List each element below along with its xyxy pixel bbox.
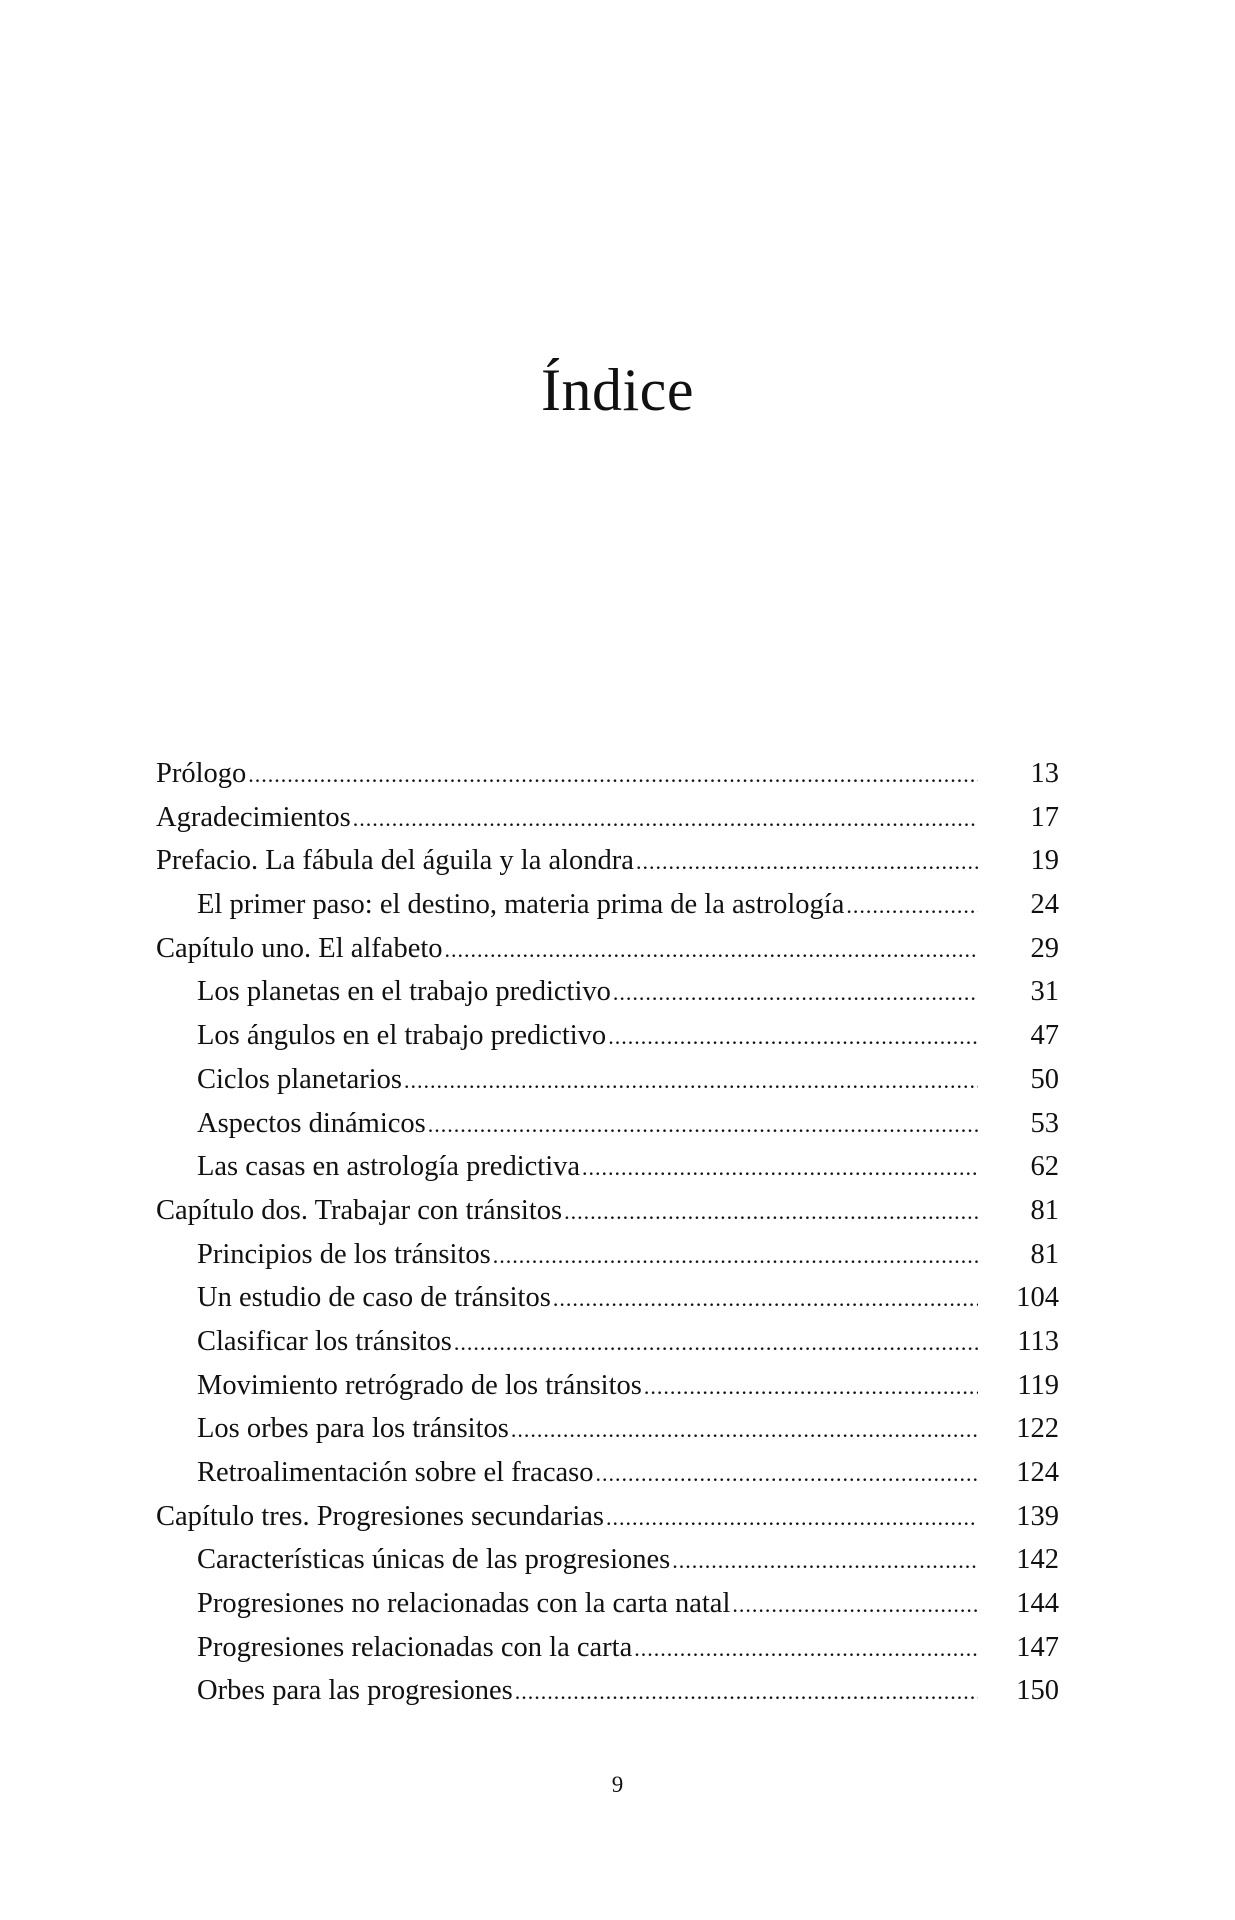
toc-entry-left [156, 1320, 978, 1365]
toc-entry-page: 144 [1016, 1588, 1059, 1620]
toc-entry-left [156, 927, 978, 972]
toc-dot-leader [553, 1277, 978, 1321]
toc-entry-title: Aspectos dinámicos [197, 1107, 426, 1139]
toc-entry-page: 150 [1016, 1675, 1059, 1707]
toc-dot-leader [634, 1627, 978, 1671]
toc-entry-title: Los planetas en el trabajo predictivo [197, 976, 611, 1008]
toc-entry-title: Orbes para las progresiones [197, 1675, 513, 1707]
toc-chapter-entry [156, 752, 1059, 796]
toc-dot-leader [644, 1365, 978, 1409]
toc-entry-left [156, 1189, 978, 1234]
toc-entry-title: Los orbes para los tránsitos [197, 1413, 509, 1445]
table-of-contents [156, 752, 1059, 1713]
toc-entry-left [156, 1364, 978, 1409]
toc-dot-leader [454, 1321, 978, 1365]
toc-entry-page: 24 [1030, 889, 1059, 921]
toc-section-entry [156, 1626, 1059, 1670]
toc-dot-leader [511, 1408, 978, 1452]
toc-dot-leader [732, 1583, 978, 1627]
toc-entry-page: 17 [1030, 801, 1059, 833]
toc-entry-page: 81 [1030, 1194, 1059, 1226]
toc-section-entry [156, 1451, 1059, 1495]
toc-entry-left [156, 1495, 978, 1540]
toc-chapter-entry [156, 1189, 1059, 1233]
toc-entry-page: 113 [1017, 1325, 1059, 1357]
toc-entry-page: 29 [1030, 932, 1059, 964]
toc-entry-title: Prefacio. La fábula del águila y la alondra [156, 845, 634, 877]
toc-entry-page: 147 [1016, 1631, 1059, 1663]
toc-dot-leader [846, 884, 978, 928]
toc-entry-title: Las casas en astrología predictiva [197, 1151, 581, 1183]
toc-chapter-entry [156, 1495, 1059, 1539]
toc-entry-left [156, 1626, 978, 1671]
toc-dot-leader [493, 1234, 978, 1278]
toc-entry-title: Progresiones relacionadas con la carta [197, 1631, 633, 1663]
toc-dot-leader [582, 1146, 978, 1190]
toc-dot-leader [404, 1059, 978, 1103]
toc-entry-title: Capítulo uno. El alfabeto [156, 932, 443, 964]
toc-entry-title: Agradecimientos [156, 801, 351, 833]
toc-entry-page: 13 [1030, 758, 1059, 789]
toc-section-entry [156, 1014, 1059, 1058]
toc-entry-left [156, 1582, 978, 1627]
toc-entry-title: Principios de los tránsitos [197, 1238, 491, 1270]
toc-dot-leader [595, 1452, 978, 1496]
toc-entry-title: Movimiento retrógrado de los tránsitos [197, 1369, 642, 1401]
toc-entry-title: Capítulo tres. Progresiones secundarias [156, 1500, 604, 1532]
toc-dot-leader [672, 1539, 978, 1583]
page-title: Índice [541, 357, 694, 423]
toc-entry-title: Los ángulos en el trabajo predictivo [197, 1020, 607, 1052]
toc-entry-left [156, 1538, 978, 1583]
toc-entry-page: 122 [1016, 1413, 1059, 1445]
toc-entry-left [156, 752, 978, 797]
toc-chapter-entry [156, 839, 1059, 883]
toc-section-entry [156, 1407, 1059, 1451]
toc-entry-page: 139 [1016, 1500, 1059, 1532]
toc-section-entry [156, 1320, 1059, 1364]
toc-entry-title: Prólogo [156, 758, 247, 789]
toc-entry-left [156, 1669, 978, 1714]
toc-entry-page: 104 [1016, 1282, 1059, 1314]
toc-dot-leader [564, 1190, 978, 1234]
toc-entry-left [156, 1014, 978, 1059]
toc-section-entry [156, 1669, 1059, 1713]
toc-entry-left [156, 883, 978, 928]
toc-entry-title: Capítulo dos. Trabajar con tránsitos [156, 1194, 563, 1226]
toc-entry-left [156, 1407, 978, 1452]
page-number: 9 [611, 1772, 624, 1797]
toc-section-entry [156, 1145, 1059, 1189]
toc-dot-leader [515, 1670, 978, 1714]
toc-dot-leader [248, 753, 978, 797]
toc-dot-leader [353, 797, 978, 841]
toc-entry-title: Progresiones no relacionadas con la carta natal [197, 1588, 731, 1620]
toc-entry-title: Características únicas de las progresiones [197, 1544, 671, 1576]
toc-dot-leader [606, 1496, 978, 1540]
toc-entry-page: 81 [1030, 1238, 1059, 1270]
toc-entry-title: Retroalimentación sobre el fracaso [197, 1457, 594, 1488]
toc-dot-leader [608, 1015, 978, 1059]
toc-entry-title: El primer paso: el destino, materia prima de la astrología [197, 889, 845, 921]
toc-entry-page: 124 [1016, 1457, 1059, 1488]
toc-entry-left [156, 1058, 978, 1103]
toc-section-entry [156, 1582, 1059, 1626]
toc-entry-page: 19 [1030, 845, 1059, 877]
toc-entry-page: 53 [1030, 1107, 1059, 1139]
toc-dot-leader [636, 840, 978, 884]
toc-section-entry [156, 1233, 1059, 1277]
toc-chapter-entry [156, 796, 1059, 840]
toc-dot-leader [613, 971, 978, 1015]
toc-section-entry [156, 1058, 1059, 1102]
toc-entry-page: 47 [1030, 1020, 1059, 1052]
toc-entry-left [156, 1233, 978, 1278]
toc-dot-leader [445, 928, 978, 972]
toc-section-entry [156, 883, 1059, 927]
toc-section-entry [156, 970, 1059, 1014]
toc-entry-left [156, 1451, 978, 1496]
toc-entry-left [156, 839, 978, 884]
toc-section-entry [156, 1102, 1059, 1146]
toc-entry-left [156, 1102, 978, 1147]
toc-entry-page: 62 [1030, 1151, 1059, 1183]
toc-entry-title: Un estudio de caso de tránsitos [197, 1282, 551, 1314]
toc-entry-page: 31 [1030, 976, 1059, 1008]
toc-entry-page: 142 [1016, 1544, 1059, 1576]
toc-entry-page: 119 [1017, 1369, 1059, 1401]
toc-chapter-entry [156, 927, 1059, 971]
toc-entry-left [156, 970, 978, 1015]
toc-section-entry [156, 1538, 1059, 1582]
toc-section-entry [156, 1364, 1059, 1408]
toc-entry-page: 50 [1030, 1063, 1059, 1095]
toc-section-entry [156, 1276, 1059, 1320]
toc-entry-left [156, 1276, 978, 1321]
toc-entry-title: Ciclos planetarios [197, 1063, 402, 1095]
toc-entry-left [156, 796, 978, 841]
toc-entry-left [156, 1145, 978, 1190]
toc-entry-title: Clasificar los tránsitos [197, 1325, 452, 1357]
toc-dot-leader [428, 1103, 978, 1147]
